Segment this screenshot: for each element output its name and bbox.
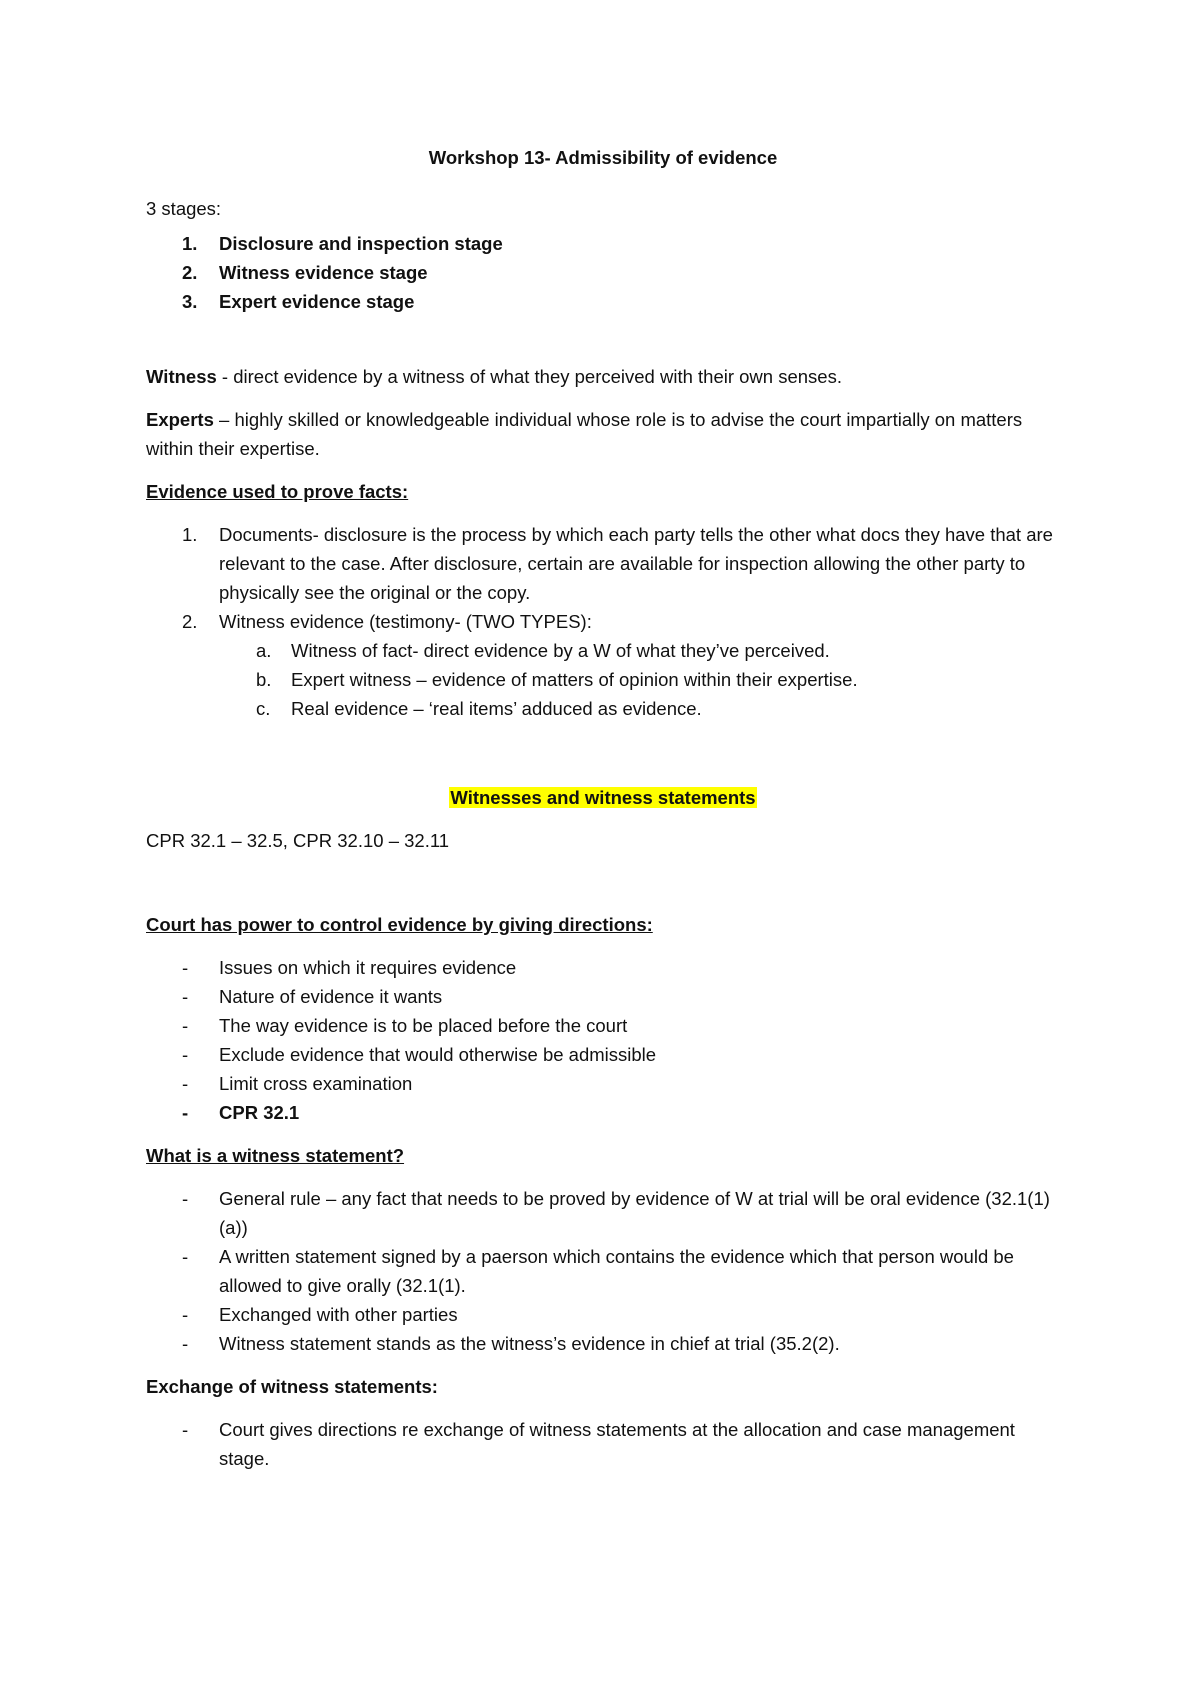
spacer [146, 869, 1060, 910]
list-item: - Limit cross examination [182, 1073, 413, 1094]
evidence-list [146, 520, 1060, 636]
stages-list [146, 229, 1060, 316]
witness-statement-heading: What is a witness statement? [146, 1145, 405, 1166]
witness-definition [146, 362, 1060, 391]
stages-intro: 3 stages: [146, 198, 222, 219]
list-item: c. Real evidence – ‘real items’ adduced as evidence. [256, 698, 702, 719]
exchange-list [146, 1415, 1060, 1473]
list-item: 1. Disclosure and inspection stage [182, 233, 503, 254]
witness-term: Witness [146, 366, 217, 387]
list-item: - Nature of evidence it wants [182, 986, 443, 1007]
evidence-heading: Evidence used to prove facts: [146, 481, 409, 502]
list-item: - The way evidence is to be placed before the court [182, 1015, 628, 1036]
list-item: - Exclude evidence that would otherwise be admissible [182, 1044, 657, 1065]
list-item: a. Witness of fact- direct evidence by a W of what they’ve perceived. [256, 640, 830, 661]
experts-definition [146, 405, 1060, 463]
list-item: 1. Documents- disclosure is the process by which each party tells the other what docs they have that are relevant to the case. After disclosure, certain are available for inspection allowing the other party to physically see the original or the copy. [182, 524, 1053, 603]
list-item: - Exchanged with other parties [182, 1304, 458, 1325]
highlighted-heading: Witnesses and witness statements [450, 787, 756, 808]
exchange-heading: Exchange of witness statements: [146, 1376, 438, 1397]
court-power-list [146, 953, 1060, 1127]
experts-term: Experts [146, 409, 214, 430]
list-item: 3. Expert evidence stage [182, 291, 415, 312]
list-item: - Issues on which it requires evidence [182, 957, 517, 978]
witness-section-heading [146, 783, 1060, 812]
list-item: 2. Witness evidence (testimony- (TWO TYPES): [182, 611, 592, 632]
spacer [146, 737, 1060, 783]
document-title: Workshop 13- Admissibility of evidence [428, 147, 778, 168]
list-item: - General rule – any fact that needs to be proved by evidence of W at trial will be oral evidence (32.1(1)(a)) [182, 1188, 1050, 1238]
list-item: - A written statement signed by a paerson which contains the evidence which that person would be allowed to give orally (32.1(1). [182, 1246, 1014, 1296]
evidence-sublist [146, 636, 1060, 723]
spacer [146, 316, 1060, 362]
list-item: - CPR 32.1 [182, 1102, 300, 1123]
witness-text: - direct evidence by a witness of what they perceived with their own senses. [216, 366, 842, 387]
list-item: - Court gives directions re exchange of witness statements at the allocation and case management stage. [182, 1419, 1015, 1469]
list-item: b. Expert witness – evidence of matters of opinion within their expertise. [256, 669, 858, 690]
list-item: 2. Witness evidence stage [182, 262, 428, 283]
witness-statement-list [146, 1184, 1060, 1358]
list-item: - Witness statement stands as the witness’s evidence in chief at trial (35.2(2). [182, 1333, 840, 1354]
experts-text: – highly skilled or knowledgeable individual whose role is to advise the court impartially on matters within their expertise. [146, 409, 1023, 459]
cpr-references: CPR 32.1 – 32.5, CPR 32.10 – 32.11 [146, 830, 450, 851]
court-power-heading: Court has power to control evidence by giving directions: [146, 914, 653, 935]
